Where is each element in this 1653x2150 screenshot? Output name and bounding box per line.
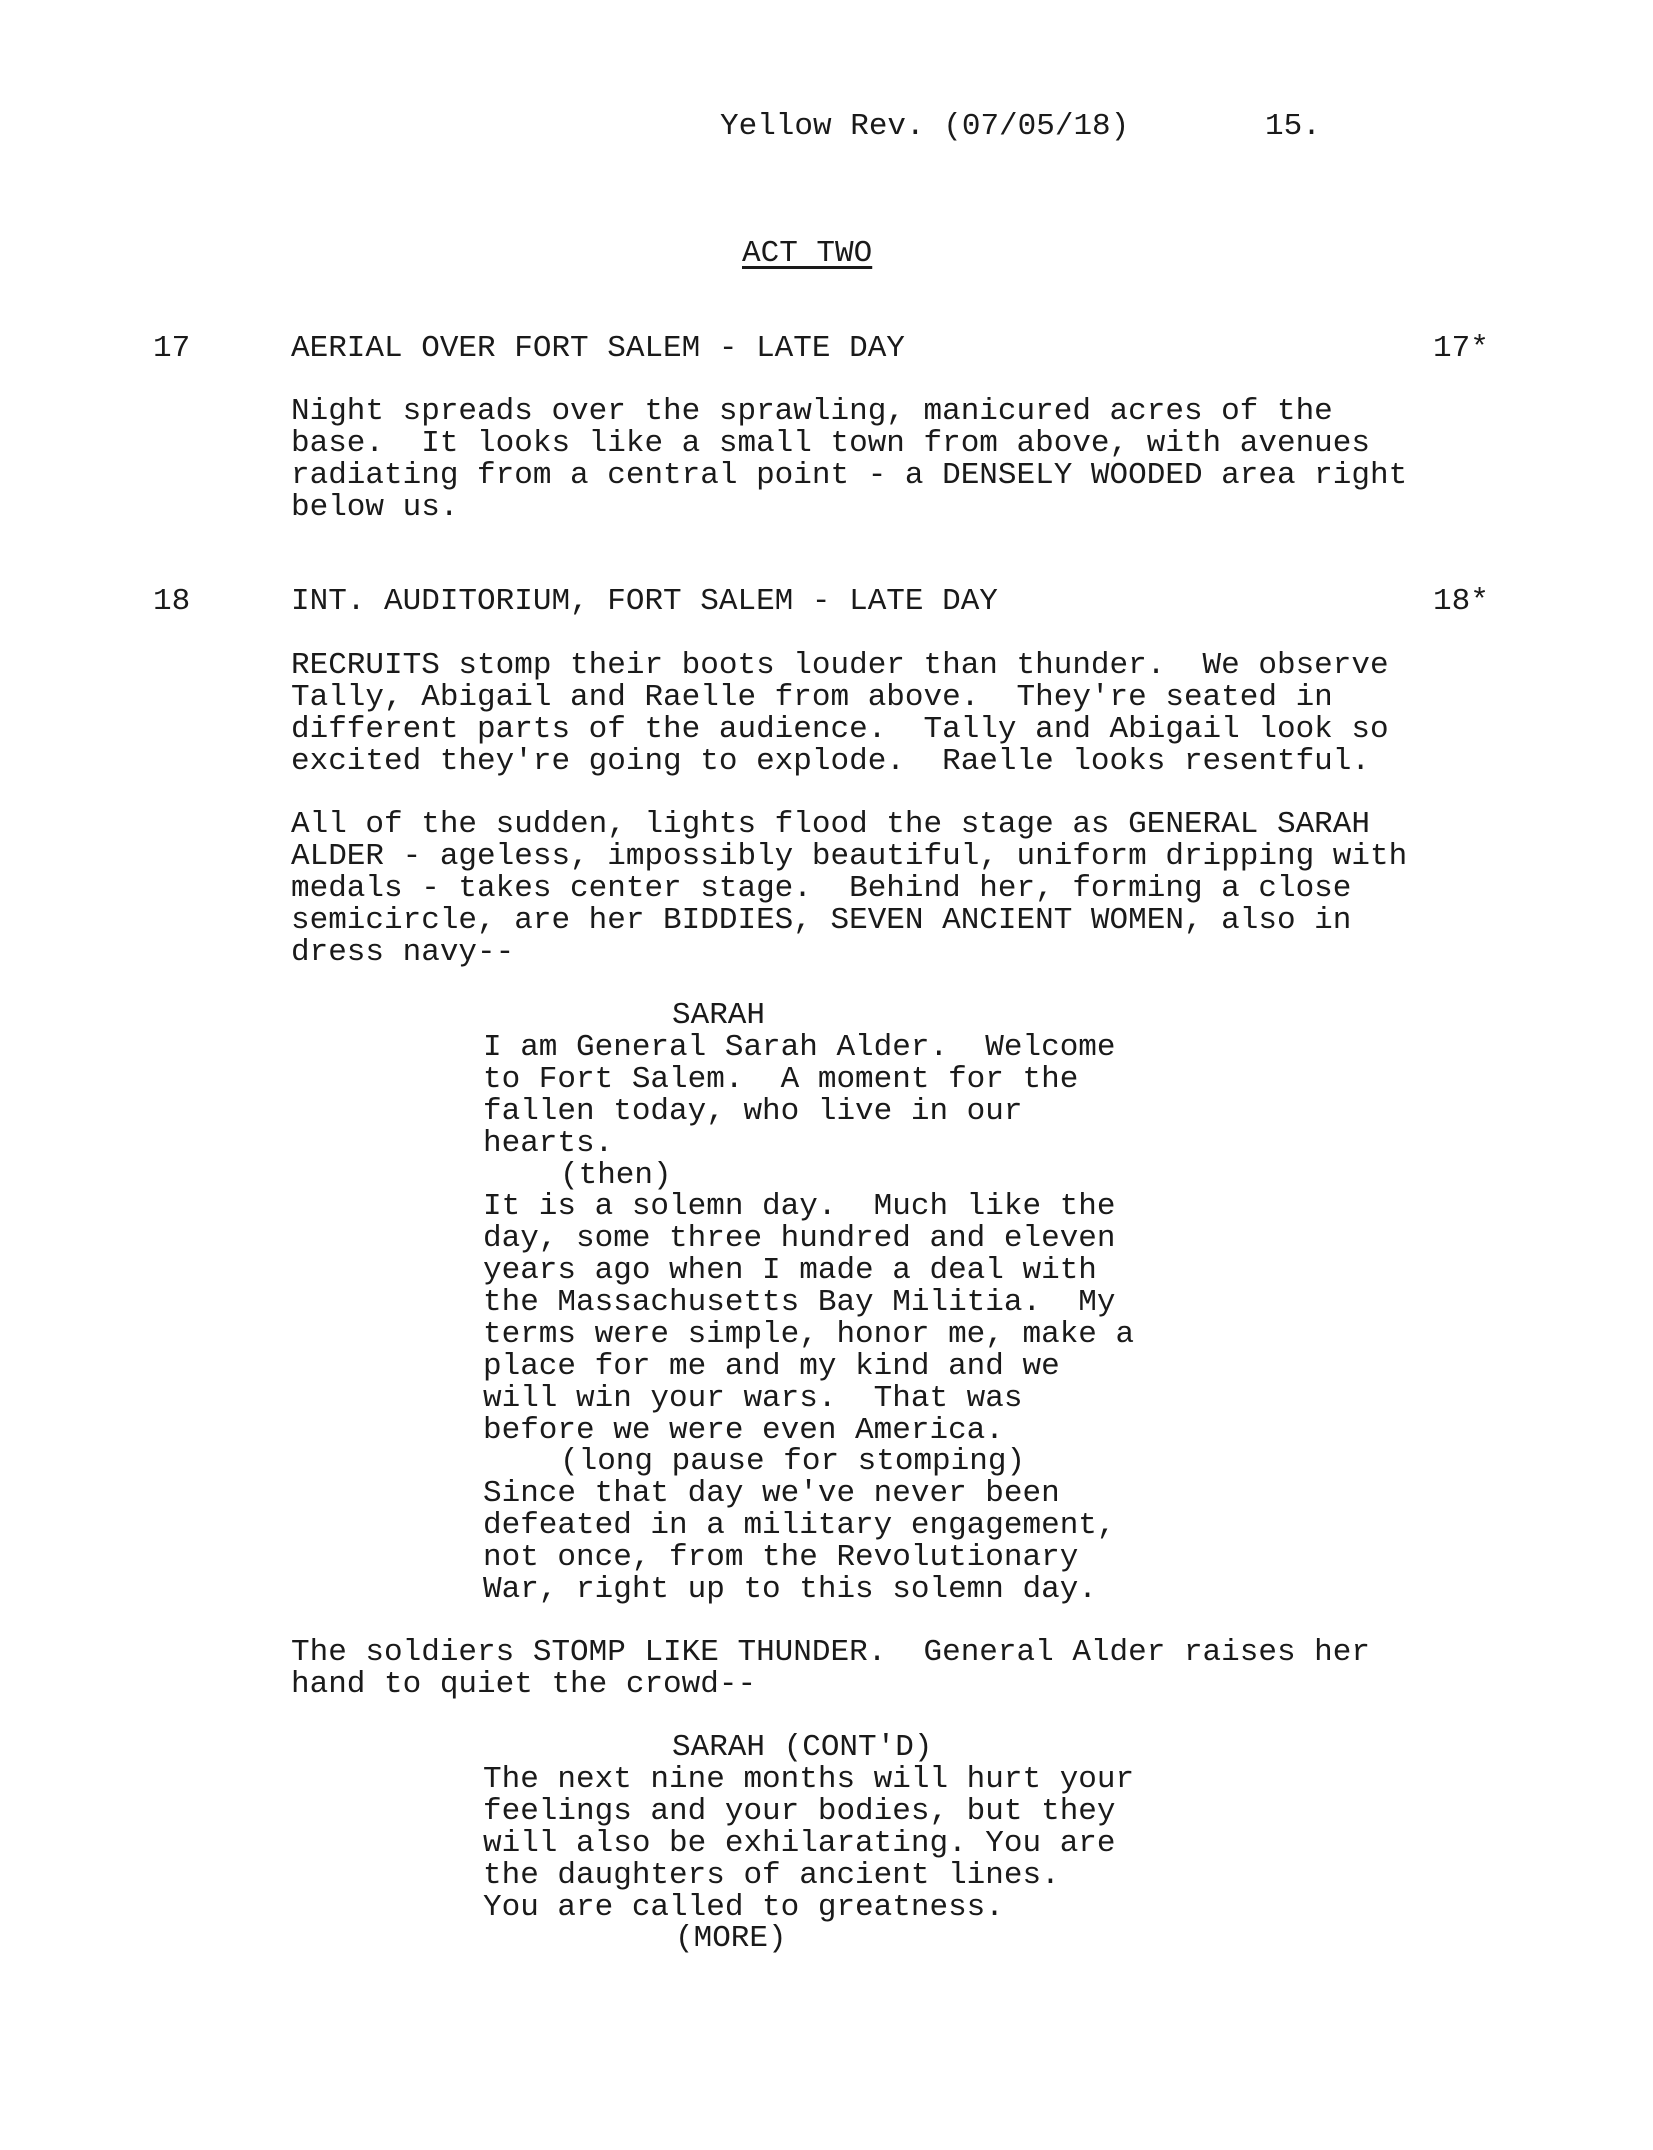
scene-number-left: 18 xyxy=(153,584,191,619)
act-title: ACT TWO xyxy=(742,236,873,271)
parenthetical: (long pause for stomping) xyxy=(560,1444,1026,1479)
dialogue-line: It is a solemn day. Much like the day, some three hundred and eleven years ago when I made a deal with the Massachusetts Bay Militia. My terms were simple, honor me, make a place for me and my kind and we will win your wars. That was before we were even America. xyxy=(483,1189,1135,1448)
dialogue-line: The next nine months will hurt your feelings and your bodies, but they will also be exhilarating. You are the daughters of ancient lines. You are called to greatness. xyxy=(483,1762,1135,1925)
action-paragraph: The soldiers STOMP LIKE THUNDER. General Alder raises her hand to quiet the crowd-- xyxy=(291,1635,1370,1702)
character-name: SARAH (CONT'D) xyxy=(672,1730,933,1765)
more-indicator: (MORE) xyxy=(675,1921,787,1956)
page-number: 15. xyxy=(1265,109,1321,144)
scene-heading: AERIAL OVER FORT SALEM - LATE DAY xyxy=(291,331,905,366)
action-paragraph: RECRUITS stomp their boots louder than thunder. We observe Tally, Abigail and Raelle from above. They're seated in different parts of the audience. Tally and Abigail look so excited they're going to explode. Raelle looks resentful. xyxy=(291,648,1389,779)
dialogue-line: Since that day we've never been defeated in a military engagement, not once, from the Revolutionary War, right up to this solemn day. xyxy=(483,1476,1116,1607)
action-paragraph: All of the sudden, lights flood the stage as GENERAL SARAH ALDER - ageless, impossibly beautiful, uniform dripping with medals - takes center stage. Behind her, forming a close semicircle, are her BIDDIES, SEVEN ANCIENT WOMEN, also in dress navy-- xyxy=(291,807,1408,970)
scene-number-left: 17 xyxy=(153,331,191,366)
parenthetical: (then) xyxy=(560,1158,672,1193)
character-name: SARAH xyxy=(672,998,766,1033)
revision-label: Yellow Rev. (07/05/18) xyxy=(720,109,1130,144)
dialogue-line: I am General Sarah Alder. Welcome to Fort Salem. A moment for the fallen today, who live in our hearts. xyxy=(483,1030,1116,1161)
scene-number-right: 18* xyxy=(1433,584,1489,619)
action-paragraph: Night spreads over the sprawling, manicured acres of the base. It looks like a small town from above, with avenues radiating from a central point - a DENSELY WOODED area right below us. xyxy=(291,394,1408,525)
scene-number-right: 17* xyxy=(1433,331,1489,366)
scene-heading: INT. AUDITORIUM, FORT SALEM - LATE DAY xyxy=(291,584,998,619)
